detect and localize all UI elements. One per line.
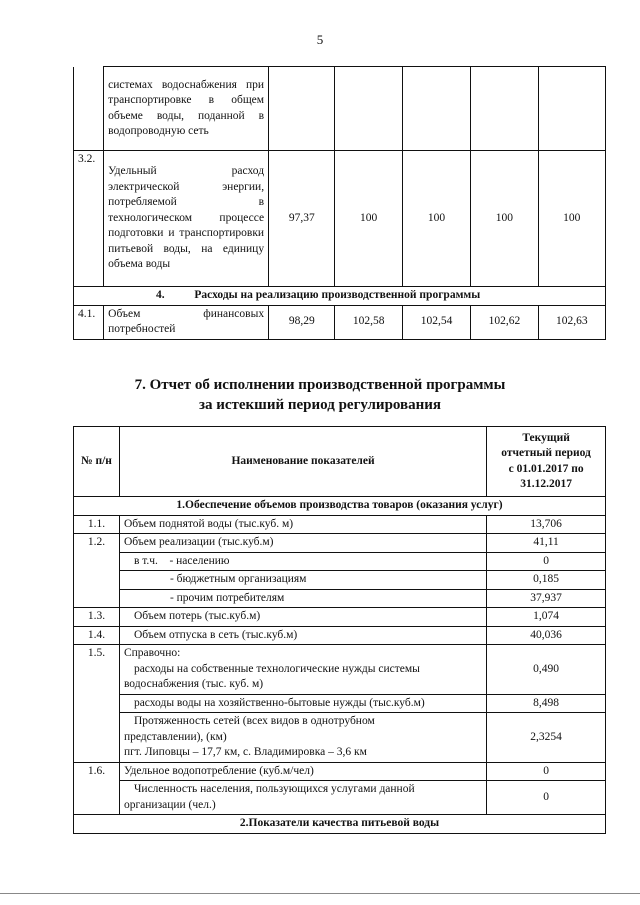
section-title: 1.Обеспечение объемов производства товаров (оказания услуг) [74, 497, 606, 516]
indicator-name [119, 552, 486, 571]
value-cell: 2,3254 [487, 713, 606, 763]
row-number: 1.3. [74, 608, 120, 627]
value-cell: 40,036 [487, 626, 606, 645]
header-period-line: 31.12.2017 [520, 478, 572, 490]
header-period-line: с 01.01.2017 по [508, 462, 584, 475]
table-row [74, 151, 606, 287]
value-cell: 0 [487, 781, 606, 815]
value-cell: 0 [487, 762, 606, 781]
row-number: 4.1. [74, 305, 104, 339]
table-row [74, 552, 606, 571]
indicator-name: - бюджетным организациям [119, 571, 486, 590]
indicator-name: Объем реализации (тыс.куб.м) [119, 534, 486, 553]
program-report-table [73, 426, 606, 834]
header-period [487, 427, 606, 497]
header-period-line: Текущий [522, 431, 570, 444]
table-row [74, 571, 606, 590]
value-cell: 37,937 [487, 589, 606, 608]
value-cell: 100 [471, 151, 538, 287]
row-number: 1.4. [74, 626, 120, 645]
indicator-line: представлении), (км) [123, 730, 227, 743]
row-number: 1.5. [74, 645, 120, 695]
page-number: 5 [316, 32, 324, 47]
indicator-subname: - населению [169, 554, 230, 567]
header-name: Наименование показателей [119, 427, 486, 497]
value-cell: 41,11 [487, 534, 606, 553]
indicator-line: водоснабжения (тыс. куб. м) [123, 678, 264, 690]
value-cell: 102,58 [335, 305, 402, 339]
row-number: 1.1. [74, 515, 120, 534]
value-cell: 8,498 [487, 694, 606, 713]
indicator-name: - прочим потребителям [119, 589, 486, 608]
indicator-name: системах водоснабжения при транспортировке в общем объеме воды, поданной в водопроводную сеть [104, 67, 269, 151]
table-row [74, 534, 606, 553]
table-header-row [74, 427, 606, 497]
table-row [74, 67, 606, 151]
value-cell: 102,54 [402, 305, 470, 339]
table-row [74, 608, 606, 627]
row-number [74, 67, 104, 151]
indicator-name: Объем отпуска в сеть (тыс.куб.м) [119, 626, 486, 645]
value-cell: 100 [402, 151, 470, 287]
indicator-name [119, 713, 486, 763]
section-number: 4. [156, 289, 165, 301]
indicator-line: расходы на собственные технологические нужды системы [133, 662, 420, 675]
indicator-name: Объем потерь (тыс.куб.м) [119, 608, 486, 627]
table-row [74, 515, 606, 534]
section-row [74, 497, 606, 516]
value-cell: 100 [538, 151, 605, 287]
indicator-prefix: в т.ч. [133, 554, 158, 567]
indicator-line: Численность населения, пользующихся услугами данной [133, 783, 415, 795]
value-cell: 0 [487, 552, 606, 571]
indicator-line: организации (чел.) [123, 798, 216, 811]
value-cell: 0,490 [487, 645, 606, 695]
section-heading-line2: за истекший период регулирования [198, 397, 442, 413]
table-row [74, 762, 606, 781]
indicator-name: расходы воды на хозяйственно-бытовые нужды (тыс.куб.м) [119, 694, 486, 713]
table-row [74, 713, 606, 763]
table-row [74, 645, 606, 695]
indicator-line: Протяженность сетей (всех видов в однотрубном [133, 715, 375, 727]
table-row [74, 589, 606, 608]
section-row [74, 815, 606, 834]
value-cell: 100 [335, 151, 402, 287]
row-number: 1.6. [74, 762, 120, 781]
value-cell: 1,074 [487, 608, 606, 627]
section-heading-line1: 7. Отчет об исполнении производственной программы [134, 377, 506, 393]
section-title [74, 287, 606, 306]
value-cell: 102,63 [538, 305, 605, 339]
header-number: № п/н [74, 427, 120, 497]
indicator-line: пгт. Липовцы – 17,7 км, с. Владимировка – 3,6 км [123, 746, 367, 758]
value-cell: 102,62 [471, 305, 538, 339]
indicator-name: Объем финансовых потребностей [104, 305, 269, 339]
table-row [74, 694, 606, 713]
indicator-name: Объем поднятой воды (тыс.куб. м) [119, 515, 486, 534]
section-title: 2.Показатели качества питьевой воды [74, 815, 606, 834]
section-row [74, 287, 606, 306]
indicator-line: Справочно: [123, 647, 181, 659]
value-cell: 0,185 [487, 571, 606, 590]
header-period-line: отчетный период [501, 447, 591, 459]
indicator-name: Удельное водопотребление (куб.м/чел) [119, 762, 486, 781]
indicator-name [119, 781, 486, 815]
indicators-table-continuation [73, 66, 606, 340]
table-row [74, 626, 606, 645]
value-cell: 13,706 [487, 515, 606, 534]
indicator-name: Удельный расход электрической энергии, потребляемой в технологическом процессе подготовки и транспортировки питьевой воды, на единицу объема воды [104, 151, 269, 287]
value-cell: 98,29 [269, 305, 335, 339]
value-cell: 97,37 [269, 151, 335, 287]
section-text: Расходы на реализацию производственной программы [194, 289, 481, 301]
table-row [74, 305, 606, 339]
table-row [74, 781, 606, 815]
indicator-name [119, 645, 486, 695]
page-bottom-edge [0, 893, 640, 894]
row-number: 3.2. [74, 151, 104, 287]
row-number: 1.2. [74, 534, 120, 553]
